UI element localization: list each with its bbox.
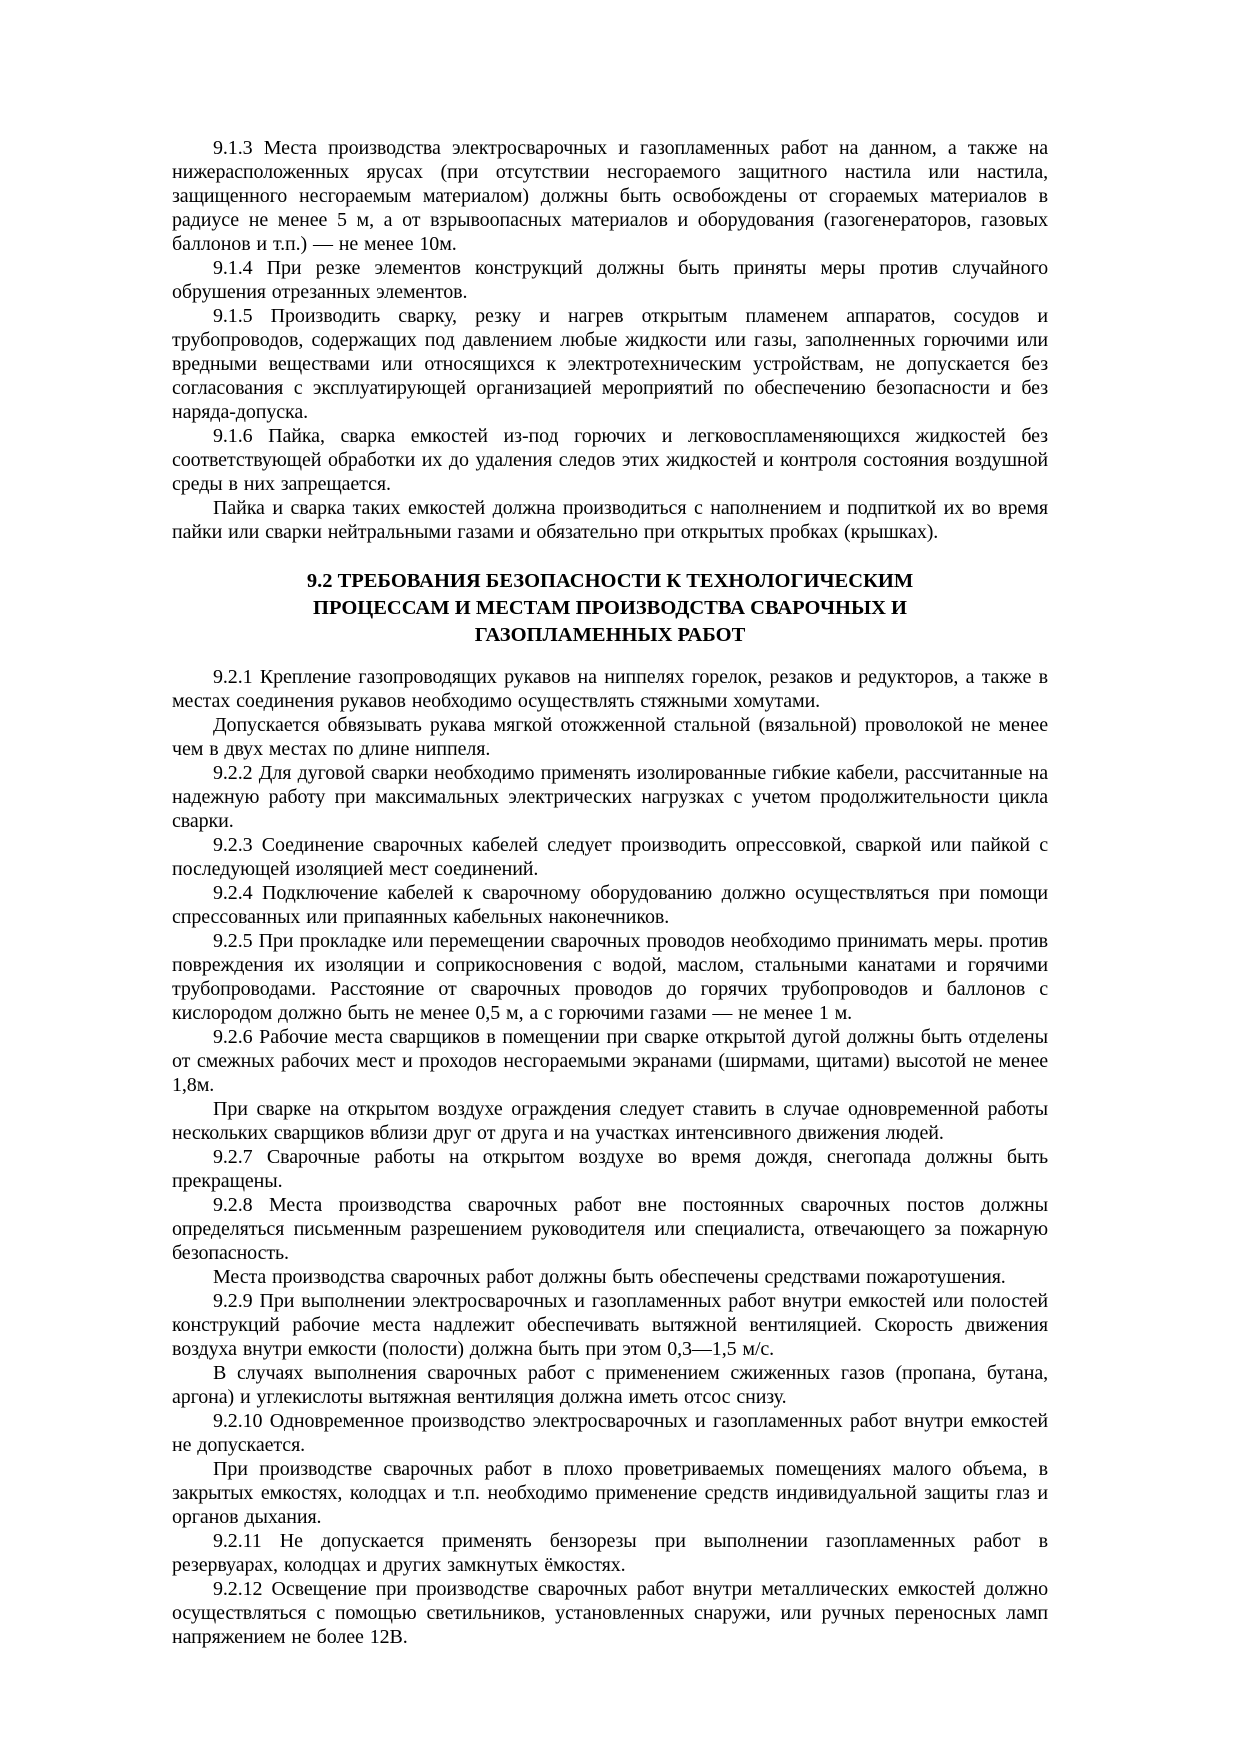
paragraph-9-2-9: 9.2.9 При выполнении электросварочных и газопламенных работ внутри емкостей или полостей конструкций рабочие места надлежит обеспечивать вытяжной вентиляцией. Скорость движения воздуха внутри емкости (полости) должна быть при этом 0,3—1,5 м/с. [172, 1290, 1048, 1360]
section-9-2-heading-line-3: ГАЗОПЛАМЕННЫХ РАБОТ [474, 624, 746, 646]
paragraph-9-2-9-continuation: В случаях выполнения сварочных работ с применением сжиженных газов (пропана, бутана, аргона) и углекислоты вытяжная вентиляция должна иметь отсос снизу. [172, 1362, 1048, 1408]
paragraph-9-2-10: 9.2.10 Одновременное производство электросварочных и газопламенных работ внутри емкостей не допускается. [172, 1410, 1048, 1456]
paragraph-9-1-4: 9.1.4 При резке элементов конструкций должны быть приняты меры против случайного обрушения отрезанных элементов. [172, 257, 1048, 303]
paragraph-9-2-6: 9.2.6 Рабочие места сварщиков в помещении при сварке открытой дугой должны быть отделены от смежных рабочих мест и проходов несгораемыми экранами (ширмами, щитами) высотой не менее 1,8м. [172, 1026, 1048, 1096]
paragraph-9-2-5: 9.2.5 При прокладке или перемещении сварочных проводов необходимо принимать меры. против повреждения их изоляции и соприкосновения с водой, маслом, стальными канатами и горячими трубопроводами. Расстояние от сварочных проводов до горячих трубопроводов и баллонов с кислородом должно быть не менее 0,5 м, а с горючими газами — не менее 1 м. [172, 930, 1048, 1024]
paragraph-9-2-1: 9.2.1 Крепление газопроводящих рукавов на ниппелях горелок, резаков и редукторов, а также в местах соединения рукавов необходимо осуществлять стяжными хомутами. [172, 666, 1048, 712]
paragraph-9-2-8-continuation: Места производства сварочных работ должны быть обеспечены средствами пожаротушения. [213, 1266, 1006, 1288]
paragraph-9-2-2: 9.2.2 Для дуговой сварки необходимо применять изолированные гибкие кабели, рассчитанные на надежную работу при максимальных электрических нагрузках с учетом продолжительности цикла сварки. [172, 762, 1048, 832]
paragraph-9-1-6: 9.1.6 Пайка, сварка емкостей из-под горючих и легковоспламеняющихся жидкостей без соответствующей обработки их до удаления следов этих жидкостей и контроля состояния воздушной среды в них запрещается. [172, 425, 1048, 495]
paragraph-9-1-5: 9.1.5 Производить сварку, резку и нагрев открытым пламенем аппаратов, сосудов и трубопроводов, содержащих под давлением любые жидкости или газы, заполненных горючими или вредными веществами или относящихся к электротехническим устройствам, не допускается без согласования с эксплуатирующей организацией мероприятий по обеспечению безопасности и без наряда-допуска. [172, 305, 1048, 423]
section-9-2-heading-line-1: 9.2 ТРЕБОВАНИЯ БЕЗОПАСНОСТИ К ТЕХНОЛОГИЧЕСКИМ [306, 570, 914, 592]
paragraph-9-2-4: 9.2.4 Подключение кабелей к сварочному оборудованию должно осуществляться при помощи спрессованных или припаянных кабельных наконечников. [172, 882, 1048, 928]
paragraph-9-2-10-continuation: При производстве сварочных работ в плохо проветриваемых помещениях малого объема, в закрытых емкостях, колодцах и т.п. необходимо применение средств индивидуальной защиты глаз и органов дыхания. [172, 1458, 1048, 1528]
paragraph-9-2-3: 9.2.3 Соединение сварочных кабелей следует производить опрессовкой, сваркой или пайкой с последующей изоляцией мест соединений. [172, 834, 1048, 880]
paragraph-9-2-6-continuation: При сварке на открытом воздухе ограждения следует ставить в случае одновременной работы нескольких сварщиков вблизи друг от друга и на участках интенсивного движения людей. [172, 1098, 1048, 1144]
paragraph-9-2-1-continuation: Допускается обвязывать рукава мягкой отожженной стальной (вязальной) проволокой не менее чем в двух местах по длине ниппеля. [172, 714, 1048, 760]
paragraph-9-2-11: 9.2.11 Не допускается применять бензорезы при выполнении газопламенных работ в резервуарах, колодцах и других замкнутых ёмкостях. [172, 1530, 1048, 1576]
paragraph-9-2-7: 9.2.7 Сварочные работы на открытом воздухе во время дождя, снегопада должны быть прекращены. [172, 1146, 1048, 1192]
paragraph-9-2-8: 9.2.8 Места производства сварочных работ вне постоянных сварочных постов должны определяться письменным разрешением руководителя или специалиста, отвечающего за пожарную безопасность. [172, 1194, 1048, 1264]
section-9-2-heading [172, 568, 1048, 649]
paragraph-9-2-12: 9.2.12 Освещение при производстве сварочных работ внутри металлических емкостей должно осуществляться с помощью светильников, установленных снаружи, или ручных переносных ламп напряжением не более 12В. [172, 1578, 1048, 1648]
section-9-2-heading-line-2: ПРОЦЕССАМ И МЕСТАМ ПРОИЗВОДСТВА СВАРОЧНЫХ И [313, 597, 907, 619]
paragraph-9-1-6-continuation: Пайка и сварка таких емкостей должна производиться с наполнением и подпиткой их во время пайки или сварки нейтральными газами и обязательно при открытых пробках (крышках). [172, 497, 1048, 543]
paragraph-9-1-3: 9.1.3 Места производства электросварочных и газопламенных работ на данном, а также на нижерасположенных ярусах (при отсутствии несгораемого защитного настила или настила, защищенного несгораемым материалом) должны быть освобождены от сгораемых материалов в радиусе не менее 5 м, а от взрывоопасных материалов и оборудования (газогенераторов, газовых баллонов и т.п.) — не менее 10м. [172, 137, 1048, 255]
